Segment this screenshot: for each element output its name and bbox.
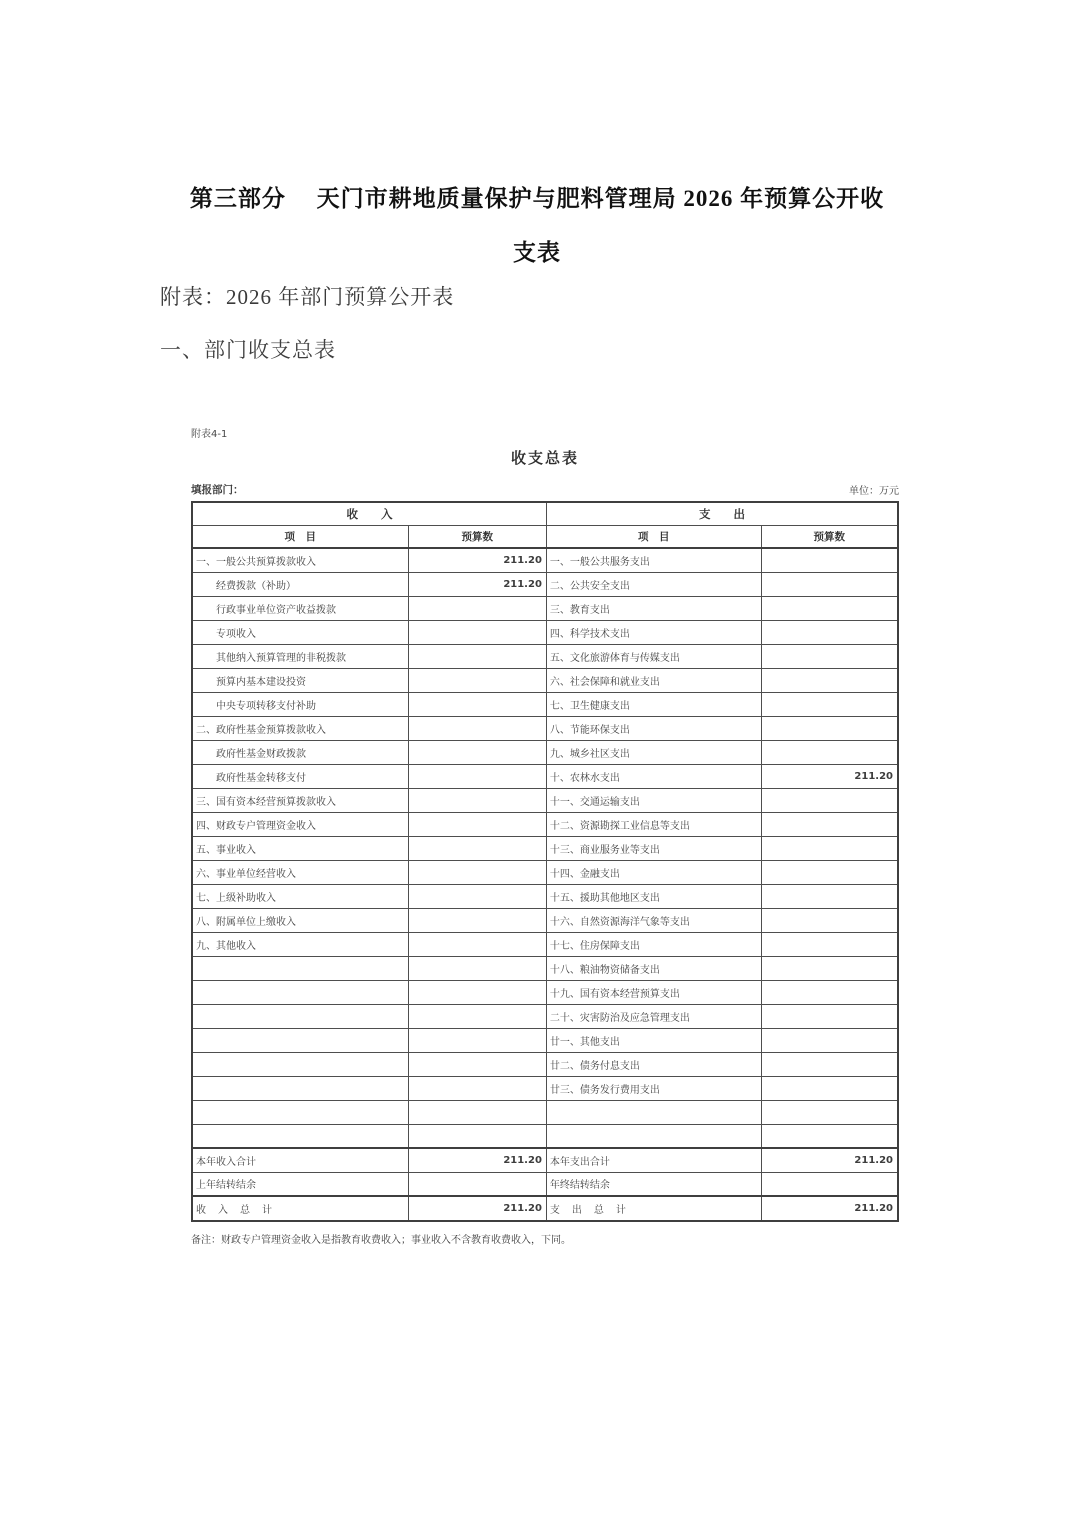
table-row — [192, 1028, 898, 1052]
sheet-table-body — [192, 548, 898, 1221]
income-amount-cell: 211.20 — [408, 572, 546, 596]
table-row — [192, 644, 898, 668]
expense-item-header: 项 目 — [546, 525, 761, 548]
table-column-header-row — [192, 525, 898, 548]
expense-item-cell: 十九、国有资本经营预算支出 — [546, 980, 761, 1004]
expense-amount-cell — [761, 644, 898, 668]
expense-amount-cell — [761, 836, 898, 860]
table-row — [192, 548, 898, 572]
table-row — [192, 884, 898, 908]
expense-item-cell: 五、文化旅游体育与传媒支出 — [546, 644, 761, 668]
expense-item-cell — [546, 1100, 761, 1124]
expense-item-cell: 廿三、债务发行费用支出 — [546, 1076, 761, 1100]
income-amount-cell — [408, 1100, 546, 1124]
income-amount-cell — [408, 956, 546, 980]
expense-amount-cell — [761, 1100, 898, 1124]
income-item-cell: 政府性基金财政拨款 — [192, 740, 408, 764]
expense-item-cell: 十七、住房保障支出 — [546, 932, 761, 956]
table-row — [192, 1076, 898, 1100]
income-amount-cell — [408, 716, 546, 740]
unit-label: 单位：万元 — [849, 486, 899, 497]
expense-item-cell: 十四、金融支出 — [546, 860, 761, 884]
expense-amount-cell: 211.20 — [761, 1148, 898, 1172]
table-row — [192, 1172, 898, 1196]
income-item-cell — [192, 1004, 408, 1028]
expense-item-cell: 二十、灾害防治及应急管理支出 — [546, 1004, 761, 1028]
income-amount-cell — [408, 1124, 546, 1148]
income-item-header: 项 目 — [192, 525, 408, 548]
income-item-cell: 预算内基本建设投资 — [192, 668, 408, 692]
table-group-header-row — [192, 502, 898, 525]
sheet-note: 备注：财政专户管理资金收入是指教育收费收入；事业收入不含教育收费收入，下同。 — [191, 1235, 571, 1246]
income-amount-cell — [408, 980, 546, 1004]
table-row — [192, 932, 898, 956]
table-row — [192, 1004, 898, 1028]
table-row — [192, 1124, 898, 1148]
income-amount-cell — [408, 908, 546, 932]
income-item-cell: 收 入 总 计 — [192, 1196, 408, 1221]
income-amount-cell: 211.20 — [408, 548, 546, 572]
income-amount-cell — [408, 788, 546, 812]
expense-item-cell: 七、卫生健康支出 — [546, 692, 761, 716]
sheet-meta — [191, 482, 899, 497]
expense-item-cell: 四、科学技术支出 — [546, 620, 761, 644]
income-item-cell — [192, 1028, 408, 1052]
expense-amount-cell — [761, 980, 898, 1004]
income-amount-cell — [408, 596, 546, 620]
income-amount-cell — [408, 1172, 546, 1196]
table-row — [192, 980, 898, 1004]
expense-amount-cell — [761, 908, 898, 932]
income-item-cell: 一、一般公共预算拨款收入 — [192, 548, 408, 572]
income-amount-cell — [408, 1076, 546, 1100]
income-amount-cell — [408, 692, 546, 716]
income-item-cell: 六、事业单位经营收入 — [192, 860, 408, 884]
expense-item-cell: 八、节能环保支出 — [546, 716, 761, 740]
expense-amount-cell — [761, 716, 898, 740]
expense-item-cell: 十五、援助其他地区支出 — [546, 884, 761, 908]
expense-item-cell: 十六、自然资源海洋气象等支出 — [546, 908, 761, 932]
expense-amount-cell — [761, 1172, 898, 1196]
expense-item-cell: 廿一、其他支出 — [546, 1028, 761, 1052]
table-row — [192, 836, 898, 860]
income-item-cell — [192, 980, 408, 1004]
expense-item-cell: 九、城乡社区支出 — [546, 740, 761, 764]
expense-amount-cell — [761, 572, 898, 596]
expense-amount-cell — [761, 740, 898, 764]
budget-sheet — [191, 425, 899, 1246]
income-amount-cell — [408, 836, 546, 860]
expense-item-cell: 廿二、债务付息支出 — [546, 1052, 761, 1076]
expense-amount-cell — [761, 548, 898, 572]
expense-amount-cell — [761, 860, 898, 884]
table-row — [192, 668, 898, 692]
income-amount-cell: 211.20 — [408, 1196, 546, 1221]
expense-amount-cell: 211.20 — [761, 764, 898, 788]
expense-amount-cell — [761, 884, 898, 908]
income-item-cell: 五、事业收入 — [192, 836, 408, 860]
income-budget-header: 预算数 — [408, 525, 546, 548]
income-amount-cell — [408, 668, 546, 692]
income-item-cell — [192, 1052, 408, 1076]
expense-item-cell — [546, 1124, 761, 1148]
income-item-cell: 二、政府性基金预算拨款收入 — [192, 716, 408, 740]
expense-item-cell: 十八、粮油物资储备支出 — [546, 956, 761, 980]
table-row — [192, 692, 898, 716]
income-item-cell: 七、上级补助收入 — [192, 884, 408, 908]
attachment-subtitle: 附表：2026 年部门预算公开表 — [160, 285, 455, 309]
expense-item-cell: 十、农林水支出 — [546, 764, 761, 788]
table-row — [192, 1196, 898, 1221]
expense-amount-cell — [761, 596, 898, 620]
income-amount-cell: 211.20 — [408, 1148, 546, 1172]
table-row — [192, 764, 898, 788]
table-row — [192, 740, 898, 764]
income-item-cell: 八、附属单位上缴收入 — [192, 908, 408, 932]
expense-amount-cell — [761, 1004, 898, 1028]
income-amount-cell — [408, 1028, 546, 1052]
income-amount-cell — [408, 860, 546, 884]
table-row — [192, 1100, 898, 1124]
expense-amount-cell — [761, 812, 898, 836]
income-amount-cell — [408, 764, 546, 788]
sheet-title: 收支总表 — [510, 449, 579, 467]
expense-budget-header: 预算数 — [761, 525, 898, 548]
expense-amount-cell — [761, 932, 898, 956]
expense-amount-cell — [761, 1052, 898, 1076]
expense-item-cell: 本年支出合计 — [546, 1148, 761, 1172]
expense-item-cell: 支 出 总 计 — [546, 1196, 761, 1221]
department-label: 填报部门： — [191, 484, 244, 496]
expense-item-cell: 十二、资源勘探工业信息等支出 — [546, 812, 761, 836]
income-item-cell: 其他纳入预算管理的非税拨款 — [192, 644, 408, 668]
income-item-cell: 政府性基金转移支付 — [192, 764, 408, 788]
income-item-cell — [192, 956, 408, 980]
income-item-cell: 本年收入合计 — [192, 1148, 408, 1172]
table-row — [192, 1148, 898, 1172]
expense-amount-cell — [761, 692, 898, 716]
income-group-header: 收 入 — [192, 502, 546, 525]
income-item-cell — [192, 1076, 408, 1100]
income-item-cell: 中央专项转移支付补助 — [192, 692, 408, 716]
table-row — [192, 908, 898, 932]
table-row — [192, 1052, 898, 1076]
income-amount-cell — [408, 620, 546, 644]
expense-group-header: 支 出 — [546, 502, 898, 525]
income-item-cell: 经费拨款（补助） — [192, 572, 408, 596]
expense-amount-cell — [761, 620, 898, 644]
table-row — [192, 620, 898, 644]
income-item-cell — [192, 1124, 408, 1148]
expense-amount-cell — [761, 668, 898, 692]
expense-amount-cell — [761, 1076, 898, 1100]
page-title — [120, 172, 954, 280]
income-item-cell: 专项收入 — [192, 620, 408, 644]
expense-item-cell: 十一、交通运输支出 — [546, 788, 761, 812]
income-item-cell: 上年结转结余 — [192, 1172, 408, 1196]
expense-amount-cell: 211.20 — [761, 1196, 898, 1221]
expense-amount-cell — [761, 1028, 898, 1052]
income-item-cell: 四、财政专户管理资金收入 — [192, 812, 408, 836]
page-title-line1: 第三部分 天门市耕地质量保护与肥料管理局 2026 年预算公开收 — [189, 186, 885, 211]
income-amount-cell — [408, 932, 546, 956]
income-expense-table — [191, 501, 899, 1222]
income-amount-cell — [408, 1052, 546, 1076]
income-item-cell: 行政事业单位资产收益拨款 — [192, 596, 408, 620]
table-row — [192, 596, 898, 620]
expense-item-cell: 年终结转结余 — [546, 1172, 761, 1196]
expense-item-cell: 六、社会保障和就业支出 — [546, 668, 761, 692]
expense-item-cell: 二、公共安全支出 — [546, 572, 761, 596]
sheet-ref-label: 附表4-1 — [191, 429, 228, 440]
income-item-cell: 三、国有资本经营预算拨款收入 — [192, 788, 408, 812]
expense-amount-cell — [761, 956, 898, 980]
page-title-line2: 支表 — [513, 240, 561, 265]
income-item-cell: 九、其他收入 — [192, 932, 408, 956]
table-row — [192, 956, 898, 980]
expense-item-cell: 三、教育支出 — [546, 596, 761, 620]
table-row — [192, 812, 898, 836]
income-amount-cell — [408, 1004, 546, 1028]
table-row — [192, 788, 898, 812]
expense-amount-cell — [761, 788, 898, 812]
income-amount-cell — [408, 740, 546, 764]
table-row — [192, 572, 898, 596]
expense-item-cell: 十三、商业服务业等支出 — [546, 836, 761, 860]
table-row — [192, 716, 898, 740]
income-item-cell — [192, 1100, 408, 1124]
expense-amount-cell — [761, 1124, 898, 1148]
section-heading: 一、部门收支总表 — [160, 338, 336, 362]
income-amount-cell — [408, 812, 546, 836]
income-amount-cell — [408, 884, 546, 908]
income-amount-cell — [408, 644, 546, 668]
table-row — [192, 860, 898, 884]
expense-item-cell: 一、一般公共服务支出 — [546, 548, 761, 572]
